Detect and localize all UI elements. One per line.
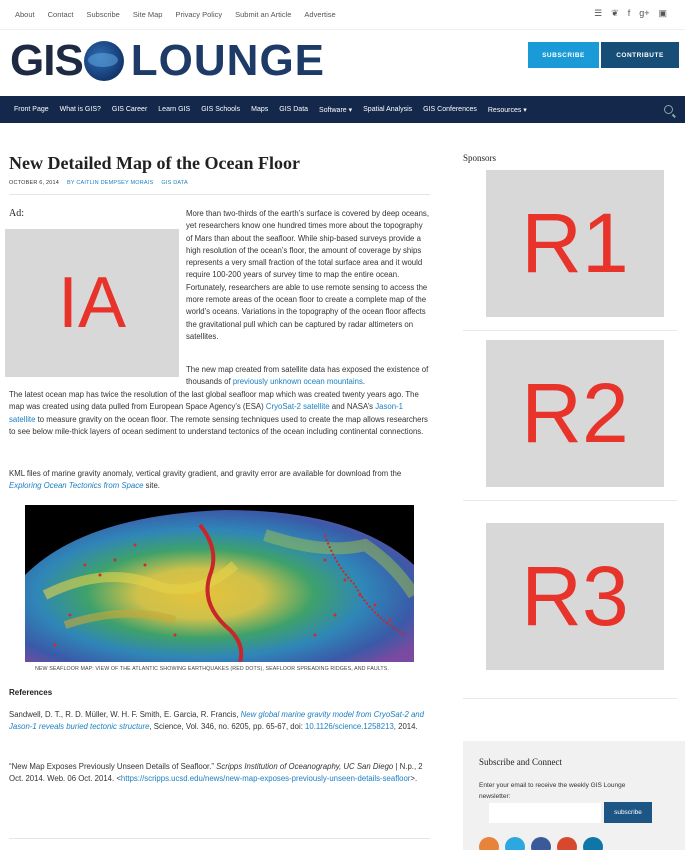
map-caption: NEW SEAFLOOR MAP: VIEW OF THE ATLANTIC SHOWING EARTHQUAKES (RED DOTS), SEAFLOOR SPREADING RIDGES, AND FAULTS. <box>35 666 389 672</box>
subscribe-button[interactable]: SUBSCRIBE <box>528 42 599 68</box>
sponsor-ad-r1-text: R1 <box>521 196 629 290</box>
nav-item-gis-conferences[interactable]: GIS Conferences <box>423 106 477 113</box>
sponsor-ad-r2[interactable] <box>486 340 664 487</box>
sponsor-ad-r1[interactable] <box>486 170 664 317</box>
reference-1-year: , 2014. <box>393 722 418 732</box>
divider <box>9 194 430 195</box>
linkedin-circle-icon[interactable] <box>583 837 603 850</box>
paragraph-3 <box>9 389 431 438</box>
link-reference-2-url[interactable]: https://scripps.ucsd.edu/news/new-map-exposes-previously-unseen-details-seafloor <box>120 774 411 784</box>
reference-2-date: | N.p., 2 Oct. 2014. Web. 06 Oct. 2014. < <box>9 762 423 784</box>
utility-link-about[interactable]: About <box>15 10 35 19</box>
contribute-button[interactable]: CONTRIBUTE <box>601 42 679 68</box>
seafloor-map-graphic <box>25 505 414 662</box>
reference-1-journal: , Science, Vol. 346, no. 6205, pp. 65-67, doi: <box>149 722 303 732</box>
social-circle-icons <box>479 837 603 850</box>
sponsors-heading: Sponsors <box>463 153 497 163</box>
utility-link-site-map[interactable]: Site Map <box>132 10 163 19</box>
article-date: OCTOBER 6, 2014 <box>9 180 59 186</box>
logo-gis-word: GIS <box>10 36 83 85</box>
divider <box>463 500 677 501</box>
site-header <box>0 30 685 96</box>
link-cryosat-2[interactable]: CryoSat-2 satellite <box>265 402 330 412</box>
utility-link-advertise[interactable]: Advertise <box>304 10 336 19</box>
link-exploring-ocean-tectonics-text: Exploring Ocean Tectonics from Space <box>9 481 144 491</box>
reference-1 <box>9 709 431 734</box>
sponsor-ad-r3[interactable] <box>486 523 664 670</box>
top-utility-bar <box>0 0 685 30</box>
divider <box>463 330 677 331</box>
reference-2-source: Scripps Institution of Oceanography, UC San Diego <box>216 762 394 771</box>
google-plus-circle-icon[interactable] <box>557 837 577 850</box>
rss-circle-icon[interactable] <box>479 837 499 850</box>
sponsor-ad-r3-text: R3 <box>521 549 629 643</box>
nav-item-front-page[interactable]: Front Page <box>14 106 49 113</box>
nav-item-what-is-gis[interactable]: What is GIS? <box>59 106 101 113</box>
article-category[interactable]: GIS DATA <box>161 180 188 186</box>
linkedin-icon[interactable]: ▣ <box>658 8 667 18</box>
search-icon[interactable] <box>664 105 673 114</box>
divider <box>463 698 677 699</box>
reference-1-authors: Sandwell, D. T., R. D. Müller, W. H. F. Smith, E. Garcia, R. Francis, <box>9 710 239 719</box>
nav-item-gis-data[interactable]: GIS Data <box>279 106 309 113</box>
reference-2-end: >. <box>410 774 418 784</box>
nav-item-learn-gis[interactable]: Learn GIS <box>158 106 191 113</box>
nav-item-software[interactable]: Software ▾ <box>319 106 353 114</box>
paragraph-3-text-a: The latest ocean map has twice the resolution of the last global seafloor map which was created twenty years ago. The map was created using data pulled from European Space Agency’s (ESA) <box>9 390 419 412</box>
paragraph-4 <box>9 468 431 493</box>
inline-ad-text: IA <box>57 263 127 343</box>
nav-item-gis-career[interactable]: GIS Career <box>111 106 148 113</box>
logo-lounge-word: LOUNGE <box>130 36 326 85</box>
newsletter-subscribe-button[interactable]: subscribe <box>604 802 652 823</box>
reference-2-title: “New Map Exposes Previously Unseen Details of Seafloor.” <box>9 762 214 771</box>
seafloor-map-image <box>25 505 414 662</box>
paragraph-4-text-b: site. <box>145 481 160 491</box>
sponsor-ad-r2-text: R2 <box>521 366 629 460</box>
facebook-circle-icon[interactable] <box>531 837 551 850</box>
paragraph-2-text: The new map created from satellite data has exposed the existence of thousands of <box>186 365 429 387</box>
link-unknown-ocean-mountains[interactable]: previously unknown ocean mountains <box>232 377 363 387</box>
reference-2 <box>9 761 431 786</box>
article-title: New Detailed Map of the Ocean Floor <box>9 153 300 173</box>
nav-items <box>14 96 527 123</box>
utility-link-contact[interactable]: Contact <box>47 10 74 19</box>
divider <box>9 838 430 839</box>
paragraph-4-text-a: KML files of marine gravity anomaly, vertical gravity gradient, and gravity error are available for download from the <box>9 469 402 478</box>
link-reference-1-title-text: New global marine gravity model from CryoSat-2 and Jason-1 reveals buried tectonic structure <box>9 710 424 732</box>
article-author[interactable]: BY CAITLIN DEMPSEY MORAIS <box>66 180 154 186</box>
ad-label: Ad: <box>9 208 24 219</box>
paragraph-3-text-b: and NASA’s <box>331 402 374 412</box>
nav-item-resources[interactable]: Resources ▾ <box>487 106 527 114</box>
paragraph-1: More than two-thirds of the earth’s surface is covered by deep oceans, yet researchers know one hundred times more about the topography of Mars than about the seafloor. While ship-based surveys provide a high resolution of the ocean’s floor, the amount of coverage by ships represents a very small fraction of the total surface area and it would require 100-200 years of survey time to map the entire ocean. Fortunately, researchers are able to use remote sensing to access the more remote areas of the ocean floor to create a complete map of the world’s oceans. Variations in the topography of the ocean floor affects the gravitational pull which can be captured by radar altimeters on satellites. <box>186 209 429 341</box>
site-logo[interactable] <box>10 36 325 86</box>
twitter-circle-icon[interactable] <box>505 837 525 850</box>
main-nav <box>0 96 685 123</box>
utility-link-submit-article[interactable]: Submit an Article <box>235 10 292 19</box>
nav-item-gis-schools[interactable]: GIS Schools <box>201 106 241 113</box>
subscribe-widget <box>463 741 685 850</box>
references-heading: References <box>9 688 53 697</box>
globe-icon <box>84 41 124 81</box>
link-exploring-ocean-tectonics[interactable] <box>9 481 144 490</box>
paragraph-2-end: . <box>362 377 366 387</box>
paragraph-2 <box>186 364 431 389</box>
link-jason-1[interactable]: Jason-1 satellite <box>9 402 403 424</box>
subscribe-description: Enter your email to receive the weekly GIS Lounge newsletter: <box>479 782 626 800</box>
nav-item-spatial-analysis[interactable]: Spatial Analysis <box>363 106 413 113</box>
logo-gis-text <box>10 36 83 86</box>
paragraph-3-text-c: to measure gravity on the ocean floor. The remote sensing techniques used to create the map allows researchers to see below mile-thick layers of ocean sediment to understand tectonics of the ocean including continental connections. <box>9 414 428 436</box>
nav-item-maps[interactable]: Maps <box>251 106 269 113</box>
facebook-icon[interactable]: f <box>627 8 631 18</box>
google-plus-icon[interactable]: g+ <box>639 8 650 18</box>
link-reference-1-doi[interactable]: 10.1126/science.1258213 <box>305 722 394 732</box>
subscribe-heading: Subscribe and Connect <box>479 757 562 767</box>
twitter-icon[interactable]: ❦ <box>611 8 619 18</box>
rss-icon[interactable]: ☰ <box>594 8 603 18</box>
utility-link-privacy-policy[interactable]: Privacy Policy <box>175 10 223 19</box>
article-meta <box>9 180 188 186</box>
email-input[interactable] <box>489 803 601 823</box>
inline-ad[interactable] <box>5 229 179 377</box>
utility-link-subscribe[interactable]: Subscribe <box>86 10 120 19</box>
utility-links <box>15 10 336 19</box>
social-icons <box>594 8 667 19</box>
